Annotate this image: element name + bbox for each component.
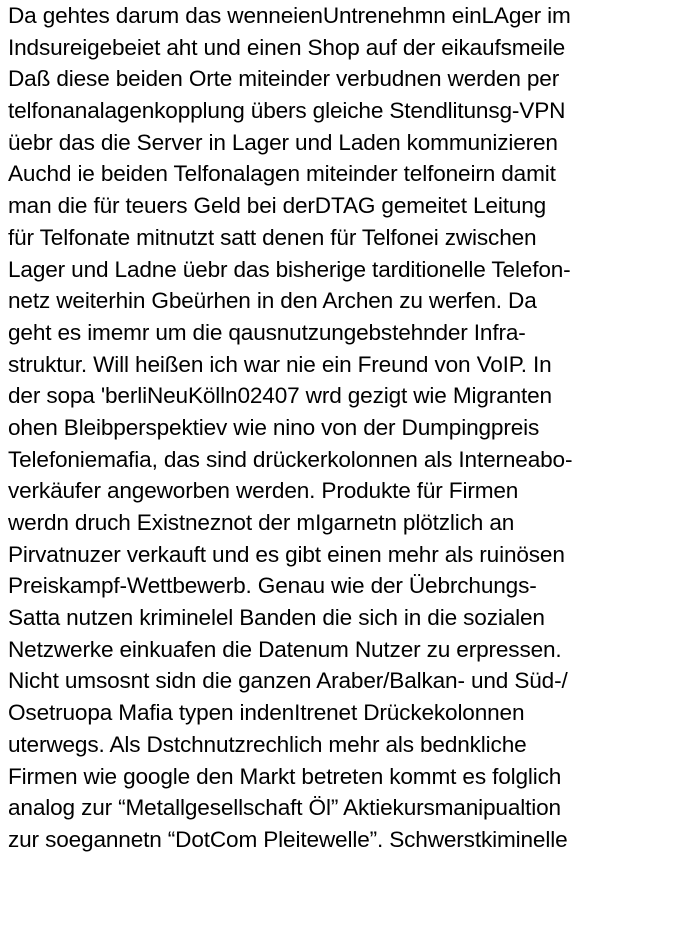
text-line: Daß diese beiden Orte miteinder verbudnen werden per xyxy=(8,66,560,92)
text-line: Firmen wie google den Markt betreten kommt es folglich xyxy=(8,763,562,789)
text-line: geht es imemr um die qausnutzungebstehnder Infra- xyxy=(8,319,526,345)
text-line: Pirvatnuzer verkauft und es gibt einen mehr als ruinösen xyxy=(8,541,565,567)
text-line: struktur. Will heißen ich war nie ein Freund von VoIP. In xyxy=(8,351,552,377)
text-line: Auchd ie beiden Telfonalagen miteinder telfoneirn damit xyxy=(8,161,556,187)
text-line: Lager und Ladne üebr das bisherige tarditionelle Telefon- xyxy=(8,256,571,282)
text-line: telfonanalagenkopplung übers gleiche Stendlitunsg-VPN xyxy=(8,98,566,124)
text-line: üebr das die Server in Lager und Laden kommunizieren xyxy=(8,129,558,155)
text-line: Osetruopa Mafia typen indenItrenet Drückekolonnen xyxy=(8,700,525,726)
text-line: Telefoniemafia, das sind drückerkolonnen als Interneabo- xyxy=(8,446,573,472)
text-line: für Telfonate mitnutzt satt denen für Telfonei zwischen xyxy=(8,224,537,250)
body-text xyxy=(8,0,684,856)
text-line: ohen Bleibperspektiev wie nino von der Dumpingpreis xyxy=(8,414,540,440)
text-line: Nicht umsosnt sidn die ganzen Araber/Balkan- und Süd-/ xyxy=(8,668,568,694)
text-line: werdn druch Existneznot der mIgarnetn plötzlich an xyxy=(8,510,515,535)
text-line: Indsureigebeiet aht und einen Shop auf der eikaufsmeile xyxy=(8,34,565,60)
text-line: netz weiterhin Gbeürhen in den Archen zu werfen. Da xyxy=(8,288,537,314)
text-line: Satta nutzen kriminelel Banden die sich in die sozialen xyxy=(8,605,545,631)
text-line: man die für teuers Geld bei derDTAG gemeitet Leitung xyxy=(8,193,547,219)
text-line: zur soegannetn “DotCom Pleitewelle”. Schwerstkiminelle xyxy=(8,826,568,852)
text-line: Preiskampf-Wettbewerb. Genau wie der Üebrchungs- xyxy=(8,573,537,599)
text-line: analog zur “Metallgesellschaft Öl” Aktiekursmanipualtion xyxy=(8,795,561,821)
text-line: der sopa 'berliNeuKölln02407 wrd gezigt wie Migranten xyxy=(8,383,552,409)
text-line: Da gehtes darum das wenneienUntrenehmn einLAger im xyxy=(8,3,571,28)
text-line: verkäufer angeworben werden. Produkte für Firmen xyxy=(8,478,519,504)
text-line: uterwegs. Als Dstchnutzrechlich mehr als bednkliche xyxy=(8,731,527,757)
text-line: Netzwerke einkuafen die Datenum Nutzer zu erpressen. xyxy=(8,636,562,662)
